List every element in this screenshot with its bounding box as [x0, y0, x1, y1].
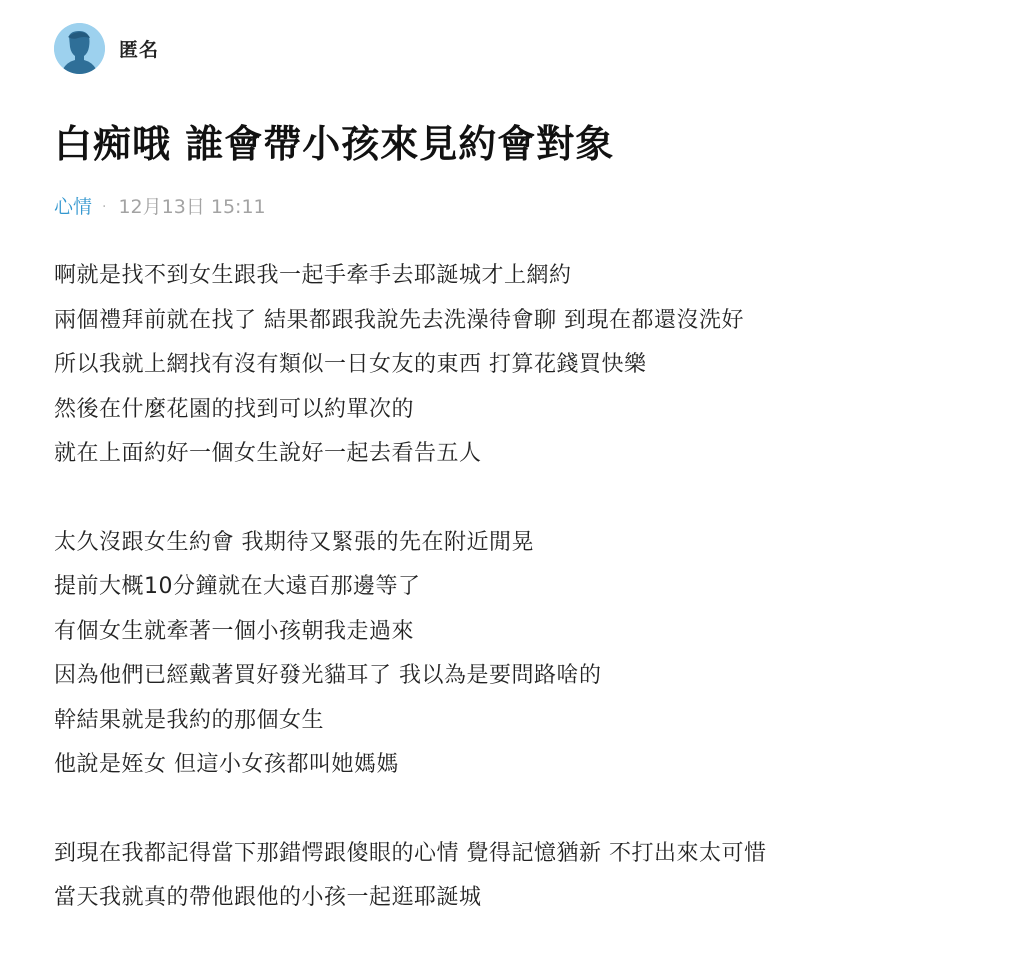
author-row — [54, 22, 159, 74]
post-text-line: 當天我就真的帶他跟他的小孩一起逛耶誕城 — [54, 885, 482, 910]
avatar[interactable] — [54, 23, 105, 74]
post-text-line: 到現在我都記得當下那錯愕跟傻眼的心情 覺得記憶猶新 不打出來太可惜 — [54, 840, 767, 866]
post-text-line: 太久沒跟女生約會 我期待又緊張的先在附近閒晃 — [54, 529, 534, 555]
anonymous-user-avatar-icon — [54, 23, 105, 74]
post-text-line: 啊就是找不到女生跟我一起手牽手去耶誕城才上網約 — [54, 263, 572, 288]
post-paragraph — [54, 832, 994, 921]
post-text-line: 就在上面約好一個女生說好一起去看告五人 — [54, 441, 482, 466]
post-text-line: 提前大概10分鐘就在大遠百那邊等了 — [54, 574, 421, 599]
post-timestamp: 12月13日 15:11 — [118, 196, 266, 218]
post-paragraph — [54, 521, 994, 788]
post-body — [54, 254, 994, 965]
post-text-line: 因為他們已經戴著買好發光貓耳了 我以為是要問路啥的 — [54, 663, 602, 688]
post-text-line: 有個女生就牽著一個小孩朝我走過來 — [54, 618, 415, 644]
post-text-line: 他說是姪女 但這小女孩都叫她媽媽 — [54, 752, 399, 777]
post-meta — [54, 193, 266, 221]
post-text-line: 然後在什麼花園的找到可以約單次的 — [54, 396, 415, 422]
post-text-line: 幹結果就是我約的那個女生 — [54, 707, 325, 733]
author-name[interactable]: 匿名 — [119, 38, 160, 61]
post-text-line: 所以我就上網找有沒有類似一日女友的東西 打算花錢買快樂 — [54, 352, 647, 377]
post-text-line: 兩個禮拜前就在找了 結果都跟我說先去洗澡待會聊 到現在都還沒洗好 — [54, 307, 744, 333]
category-link[interactable]: 心情 — [54, 196, 93, 218]
post-title: 白痴哦 誰會帶小孩來見約會對象 — [54, 122, 615, 166]
post-paragraph — [54, 254, 994, 477]
meta-separator: · — [102, 199, 107, 215]
